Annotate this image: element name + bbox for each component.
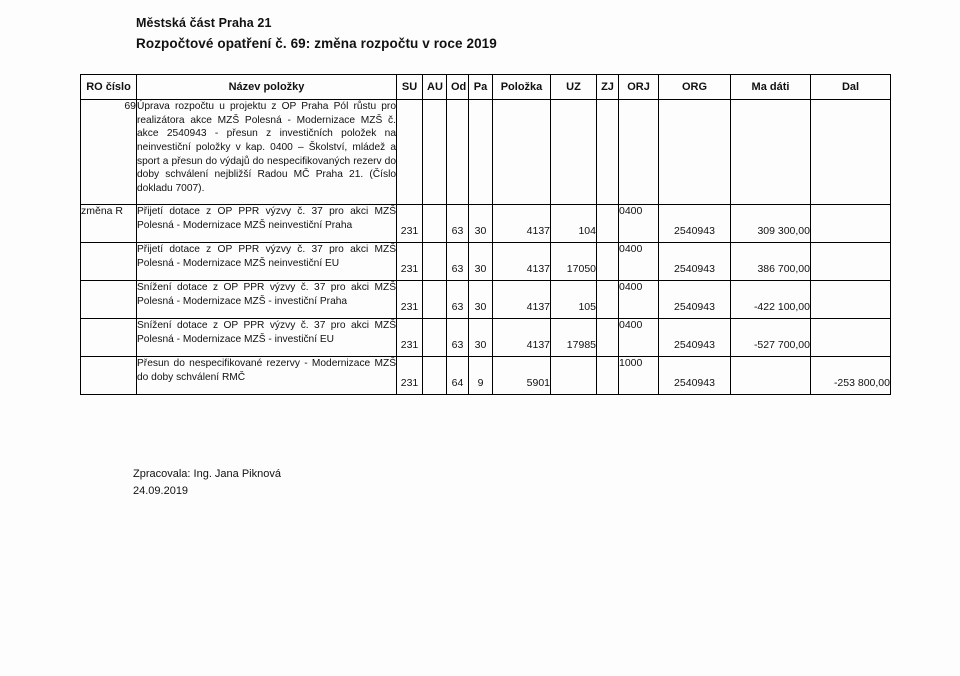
cell-ma-dati: -527 700,00: [731, 319, 811, 357]
cell-uz: 17985: [551, 319, 597, 357]
cell-ma-dati: [731, 357, 811, 395]
cell-polozka: 4137: [493, 243, 551, 281]
column-header-nazev-polozky: Název položky: [137, 75, 397, 100]
cell-su: 231: [397, 243, 423, 281]
cell-au: [423, 243, 447, 281]
cell-dal: [811, 319, 891, 357]
column-header-uz: UZ: [551, 75, 597, 100]
cell-dal: [811, 243, 891, 281]
column-header-su: SU: [397, 75, 423, 100]
table-row: [81, 281, 891, 319]
column-header-ma-dati: Ma dáti: [731, 75, 811, 100]
column-header-pa: Pa: [469, 75, 493, 100]
column-header-orj: ORJ: [619, 75, 659, 100]
column-header-zj: ZJ: [597, 75, 619, 100]
table-row: [81, 205, 891, 243]
cell-od: 63: [447, 243, 469, 281]
cell-polozka: 4137: [493, 281, 551, 319]
cell-nazev-polozky: Úprava rozpočtu u projektu z OP Praha Pól růstu pro realizátora akce MZŠ Polesná - Modernizace MZŠ č. akce 2540943 - přesun z investičních položek na neinvestiční položky v kap. 0400 – Školství, mládež a sport a přesun do výdajů do nespecifikovaných rezerv do doby schválení nejbližší Radou MČ Praha 21. (Číslo dokladu 7007).: [137, 100, 397, 205]
column-header-ro-cislo: RO číslo: [81, 75, 137, 100]
table-header-row: [81, 75, 891, 100]
cell-od: 63: [447, 205, 469, 243]
cell-su: 231: [397, 357, 423, 395]
cell-uz: [551, 357, 597, 395]
cell-orj: 0400: [619, 243, 659, 281]
cell-ma-dati: [731, 100, 811, 205]
document-header: [136, 16, 836, 51]
cell-zj: [597, 281, 619, 319]
table-row: [81, 100, 891, 205]
cell-uz: 105: [551, 281, 597, 319]
cell-su: [397, 100, 423, 205]
cell-od: 63: [447, 281, 469, 319]
cell-orj: 0400: [619, 319, 659, 357]
cell-org: [659, 100, 731, 205]
cell-pa: 30: [469, 319, 493, 357]
cell-ma-dati: 386 700,00: [731, 243, 811, 281]
cell-org: 2540943: [659, 357, 731, 395]
cell-ro-cislo: změna R: [81, 205, 137, 243]
cell-su: 231: [397, 205, 423, 243]
cell-dal: [811, 205, 891, 243]
cell-orj: 0400: [619, 281, 659, 319]
cell-pa: 30: [469, 281, 493, 319]
document-title: Rozpočtové opatření č. 69: změna rozpočtu v roce 2019: [136, 36, 497, 51]
footer-date: 24.09.2019: [133, 484, 189, 497]
table-row: [81, 319, 891, 357]
cell-org: 2540943: [659, 319, 731, 357]
column-header-org: ORG: [659, 75, 731, 100]
cell-au: [423, 357, 447, 395]
cell-org: 2540943: [659, 281, 731, 319]
cell-nazev-polozky: Snížení dotace z OP PPR výzvy č. 37 pro akci MZŠ Polesná - Modernizace MZŠ - investiční Praha: [137, 281, 397, 319]
document-footer: [133, 466, 281, 499]
table-row: [81, 243, 891, 281]
cell-ro-cislo: [81, 243, 137, 281]
cell-zj: [597, 205, 619, 243]
cell-pa: [469, 100, 493, 205]
cell-pa: 30: [469, 205, 493, 243]
cell-org: 2540943: [659, 205, 731, 243]
cell-uz: [551, 100, 597, 205]
column-header-od: Od: [447, 75, 469, 100]
cell-uz: 17050: [551, 243, 597, 281]
column-header-polozka: Položka: [493, 75, 551, 100]
cell-nazev-polozky: Přijetí dotace z OP PPR výzvy č. 37 pro akci MZŠ Polesná - Modernizace MZŠ neinvestiční Praha: [137, 205, 397, 243]
cell-pa: 9: [469, 357, 493, 395]
cell-polozka: 4137: [493, 319, 551, 357]
cell-od: 64: [447, 357, 469, 395]
cell-ma-dati: 309 300,00: [731, 205, 811, 243]
column-header-dal: Dal: [811, 75, 891, 100]
cell-polozka: 5901: [493, 357, 551, 395]
cell-polozka: [493, 100, 551, 205]
cell-od: [447, 100, 469, 205]
organization-name: Městská část Praha 21: [136, 16, 272, 30]
column-header-au: AU: [423, 75, 447, 100]
cell-ro-cislo: 69: [81, 100, 137, 205]
cell-dal: [811, 100, 891, 205]
cell-ma-dati: -422 100,00: [731, 281, 811, 319]
cell-uz: 104: [551, 205, 597, 243]
cell-polozka: 4137: [493, 205, 551, 243]
table-row: [81, 357, 891, 395]
cell-dal: [811, 281, 891, 319]
cell-orj: 0400: [619, 205, 659, 243]
cell-zj: [597, 319, 619, 357]
cell-zj: [597, 100, 619, 205]
cell-su: 231: [397, 319, 423, 357]
cell-nazev-polozky: Přesun do nespecifikované rezervy - Modernizace MZŠ do doby schválení RMČ: [137, 357, 397, 395]
cell-zj: [597, 243, 619, 281]
budget-table: [80, 74, 891, 395]
cell-orj: 1000: [619, 357, 659, 395]
cell-org: 2540943: [659, 243, 731, 281]
cell-nazev-polozky: Snížení dotace z OP PPR výzvy č. 37 pro akci MZŠ Polesná - Modernizace MZŠ - investiční EU: [137, 319, 397, 357]
cell-zj: [597, 357, 619, 395]
cell-ro-cislo: [81, 319, 137, 357]
cell-ro-cislo: [81, 357, 137, 395]
cell-od: 63: [447, 319, 469, 357]
cell-orj: [619, 100, 659, 205]
cell-su: 231: [397, 281, 423, 319]
cell-au: [423, 100, 447, 205]
cell-au: [423, 205, 447, 243]
cell-pa: 30: [469, 243, 493, 281]
cell-au: [423, 281, 447, 319]
cell-dal: -253 800,00: [811, 357, 891, 395]
prepared-by-text: Zpracovala: Ing. Jana Piknová: [133, 468, 281, 480]
cell-au: [423, 319, 447, 357]
cell-nazev-polozky: Přijetí dotace z OP PPR výzvy č. 37 pro akci MZŠ Polesná - Modernizace MZŠ neinvestiční EU: [137, 243, 397, 281]
cell-ro-cislo: [81, 281, 137, 319]
